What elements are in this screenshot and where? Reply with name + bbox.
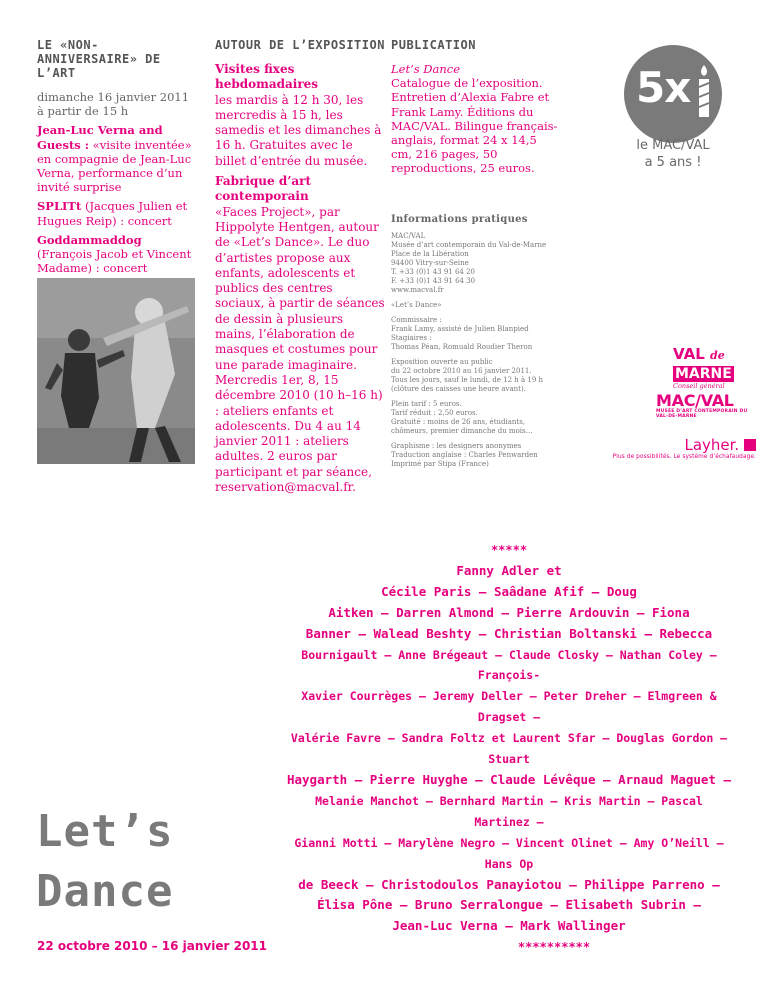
layher-logo: Layher. Plus de possibilités. Le système d’échafaudage.	[612, 436, 756, 460]
event-goddammaddog: Goddammaddog (François Jacob et Vincent Madame) : concert	[37, 232, 192, 276]
artist-line: Xavier Courrèges – Jeremy Deller – Peter Dreher – Elmgreen & Dragset –	[301, 689, 717, 725]
events-heading: LE «NON-ANNIVERSAIRE» DE L’ART	[37, 38, 161, 80]
fabrique: Fabrique d’art contemporain «Faces Project», par Hippolyte Hentgen, autour de «Let’s Dance». Le duo d’artistes propose aux enfants, adolescents et publics des centres sociaux, à partir de séances de dessin à plusieurs mains, l’élaboration de masques et costumes pour une parade imaginaire. Mercredis 1er, 8, 15 décembre 2010 (10 h–16 h) : ateliers enfants et adolescents. Du 4 au 14 janvier 2011 : ateliers adultes. 2 euros par participant et par séance, reservation@macval.fr.	[215, 174, 385, 495]
candle-icon	[696, 65, 712, 119]
practical-credits: Commissaire : Frank Lamy, assisté de Julien Blanpied Stagiaires : Thomas Péan, Romuald Roudier Theron	[391, 316, 533, 351]
column-around	[215, 38, 385, 495]
publication-title: Let’s Dance	[391, 62, 461, 76]
artist-line: Banner – Walead Beshty – Christian Boltanski – Rebecca	[305, 625, 713, 641]
stars-bottom: **********	[517, 940, 591, 955]
artist-line: de Beeck – Christodoulos Panayiotou – Philippe Parreno –	[298, 876, 720, 892]
artist-line: Valérie Favre – Sandra Foltz et Laurent Sfar – Douglas Gordon – Stuart	[290, 731, 728, 767]
practical-address: MAC/VAL Musée d’art contemporain du Val-de-Marne Place de la Libération 94400 Vitry-sur-Seine T. +33 (0)1 43 91 64 20 F. +33 (0)1 43 91 64 30 www.macval.fr	[391, 232, 547, 294]
stars-top: *****	[490, 543, 528, 557]
artist-line: Cécile Paris – Saâdane Afif – Doug	[381, 583, 637, 599]
anniversary-badge	[624, 45, 722, 143]
practical-opening: Exposition ouverte au public du 22 octobre 2010 au 16 janvier 2011. Tous les jours, sauf le lundi, de 12 h à 19 h (clôture des caisses une heure avant).	[391, 358, 544, 393]
performance-photo	[37, 278, 195, 464]
artist-list	[284, 540, 734, 958]
practical-design: Graphisme : les designers anonymes Traduction anglaise : Charles Penwarden Imprimé par Stipa (France)	[391, 442, 538, 468]
artist-line: Aitken – Darren Almond – Pierre Ardouvin – Fiona	[328, 604, 690, 620]
practical-info	[391, 214, 581, 475]
photo-illustration	[37, 278, 195, 464]
artist-line: Élisa Pône – Bruno Serralongue – Elisabeth Subrin –	[317, 897, 701, 913]
event-date: dimanche 16 janvier 2011 à partir de 15 h	[37, 90, 190, 119]
artist-line: Melanie Manchot – Bernhard Martin – Kris Martin – Pascal Martinez –	[315, 793, 703, 829]
event-verna: Jean-Luc Verna and Guests : «visite inventée» en compagnie de Jean-Luc Verna, performance d’un invité surprise	[37, 123, 192, 195]
practical-title: Informations pratiques	[391, 214, 528, 225]
around-heading: AUTOUR DE L’EXPOSITION	[215, 38, 385, 52]
practical-show: «Let’s Dance»	[391, 301, 442, 309]
badge-caption: le MAC/VAL a 5 ans !	[636, 138, 710, 170]
artist-line: Haygarth – Pierre Huyghe – Claude Lévêque – Arnaud Maguet –	[286, 771, 731, 787]
badge-number: 5x	[636, 63, 691, 112]
column-events	[37, 38, 197, 280]
weekly-visits: Visites fixes hebdomadaires les mardis à 12 h 30, les mercredis à 15 h, les samedis et les dimanches à 16 h. Gratuites avec le billet d’entrée du musée.	[215, 62, 382, 168]
exhibition-dates: 22 octobre 2010 – 16 janvier 2011	[37, 939, 267, 953]
event-splitt: SPLITt (Jacques Julien et Hugues Reip) : concert	[37, 199, 188, 228]
artist-line: Fanny Adler et	[456, 562, 562, 578]
valdemarne-logo: VAL de MARNE Conseil général	[673, 345, 732, 390]
artist-line: Jean-Luc Verna – Mark Wallinger	[392, 918, 626, 934]
exhibition-title: Let’s Dance	[36, 806, 174, 917]
column-publication	[391, 38, 561, 176]
artist-line: Gianni Motti – Marylène Negro – Vincent Olinet – Amy O’Neill – Hans Op	[294, 835, 724, 871]
artist-line: Bournigault – Anne Brégeaut – Claude Closky – Nathan Coley – François-	[301, 647, 717, 683]
macval-logo: MAC/VAL MUSÉE D’ART CONTEMPORAIN DU VAL-DE-MARNE	[656, 391, 748, 419]
layher-mark-icon	[744, 439, 756, 451]
practical-prices: Plein tarif : 5 euros. Tarif réduit : 2,50 euros. Gratuité : moins de 26 ans, étudiants, chômeurs, premier dimanche du mois…	[391, 400, 533, 435]
publication-text: Catalogue de l’exposition. Entretien d’Alexia Fabre et Frank Lamy. Éditions du MAC/VAL. Bilingue français-anglais, format 24 x 14,5 cm, 216 pages, 50 reproductions, 25 euros.	[391, 76, 558, 176]
publication-heading: PUBLICATION	[391, 38, 476, 52]
